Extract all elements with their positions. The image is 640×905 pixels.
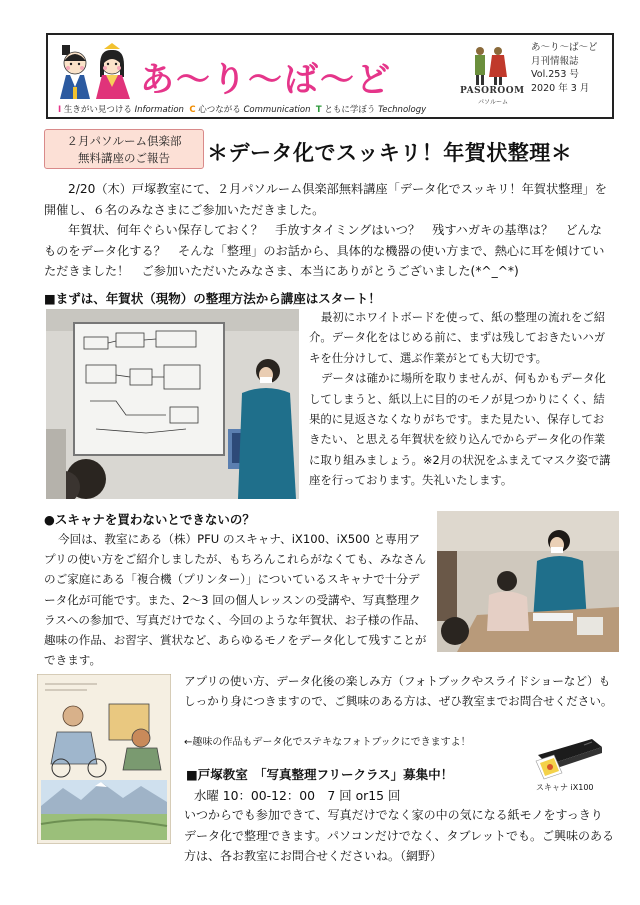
tagline-c: C — [189, 105, 196, 115]
issue-type: 月刊情報誌 — [531, 55, 579, 67]
section2-heading: ●スキャナを買わないとできないの？ — [44, 512, 255, 527]
badge-line-2: 無料講座のご報告 — [78, 151, 170, 165]
issue-publication-name: あ～り～ば～ど — [531, 42, 598, 53]
section4-body — [184, 805, 614, 867]
hobby-artwork-note: ←趣味の作品もデータ化でステキなフォトブックにできますよ！ — [184, 737, 471, 748]
article-headline: ＊データ化でスッキリ！年賀状整理＊ — [207, 141, 573, 165]
scanner-ix100-icon — [532, 725, 606, 781]
section2-paragraph: 今回は、教室にある（株）PFU のスキャナ、iX100、iX500 と専用アプリの使い方をご紹介しましたが、もちろんこれらがなくても、みなさんのご家庭にある「複合機（プリンター）」についているスキャナで十分データ化が可能です。また、2～3 回の個人レッスンの受講や、写真整理クラスへの参加で、写真だけでなく、今回のような年賀状、お子様の作品、趣味の作品、お習字、賞状など、あらゆるモノをデータ化して残すことができます。 — [44, 532, 427, 668]
tagline-text-2: 心つながる — [195, 105, 244, 115]
hina-dolls-illustration — [56, 43, 134, 101]
tagline-t: T — [315, 105, 322, 115]
scanner-caption: スキャナ iX100 — [536, 783, 594, 792]
section1-body — [309, 307, 615, 491]
tagline-text-1: 生きがい見つける — [61, 105, 135, 115]
section4-paragraph: いつからでも参加できて、写真だけでなく家の中の気になる紙モノをすっきりデータ化で整理できます。パソコンだけでなく、タブレットでも。ご興味のある方は、各お教室にお問合せくださいね。（網野） — [184, 808, 614, 863]
brand-sub: パソルーム — [478, 99, 509, 106]
section1-paragraph-1: 最初にホワイトボードを使って、紙の整理の流れをご紹介。データ化をはじめる前に、まずは残しておきたいハガキを仕分けして、選ぶ作業がとても大切です。 — [309, 310, 606, 365]
tagline-communication: Communication — [243, 105, 311, 115]
newsletter-title: あ～り～ば～ど — [140, 60, 392, 100]
intro-text — [44, 179, 614, 282]
section3-paragraph: アプリの使い方、データ化後の楽しみ方（フォトブックやスライドショーなど）もしっかり身につきますので、ご興味のある方は、ぜひ教室までお問合せください。 — [184, 674, 613, 708]
tagline — [58, 103, 426, 115]
issue-volume: Vol.253 号 — [531, 69, 579, 80]
issue-info — [531, 41, 598, 95]
section1-paragraph-2: データは確かに場所を取りませんが、何もかもデータ化してしまうと、紙以上に目的のモノが見つかりにくく、結果的に見返さなくなりがちです。また見たい、保存しておきたい、と思える年賀状を絞り込んでからデータ化の作業に取り組みましょう。※2月の状況をふまえてマスク姿で講座を行っております。失礼いたします。 — [309, 371, 611, 488]
section4-heading: ■戸塚教室 「写真整理フリークラス」募集中！ — [186, 767, 454, 782]
tagline-i: I — [58, 105, 62, 115]
section2-body — [44, 529, 429, 670]
intro-paragraph-2: 年賀状、何年ぐらい保存しておく？ 手放すタイミングはいつ？ 残すハガキの基準は？ どんなものをデータ化する？ そんな「整理」のお話から、具体的な機器の使い方まで、熱心に耳を傾けていただきました！ ご参加いただいたみなさま、本当にありがとうございました(*^_^*) — [44, 223, 605, 278]
brand-name: PASOROOM — [460, 86, 525, 96]
scanner-demo-photo — [437, 511, 619, 652]
intro-paragraph-1: 2/20（木）戸塚教室にて、２月パソルーム倶楽部無料講座「データ化でスッキリ！年賀状整理」を開催し、６名のみなさまにご参加いただきました。 — [44, 182, 607, 217]
hobby-sketch-artwork — [37, 674, 171, 844]
badge-line-1: ２月パソルーム倶楽部 — [66, 134, 182, 148]
tagline-text-3: ともに学ぼう — [321, 105, 379, 115]
section1-heading: ■まずは、年賀状（現物）の整理方法から講座はスタート！ — [44, 291, 381, 306]
issue-date: 2020 年 3 月 — [531, 82, 590, 94]
tagline-technology: Technology — [378, 105, 427, 115]
tagline-information: Information — [134, 105, 184, 115]
whiteboard-lecture-photo — [46, 309, 299, 499]
report-badge — [44, 129, 204, 169]
class-schedule: 水曜 10：00-12：00 7 回 or15 回 — [194, 788, 401, 803]
section3-body — [184, 672, 614, 711]
